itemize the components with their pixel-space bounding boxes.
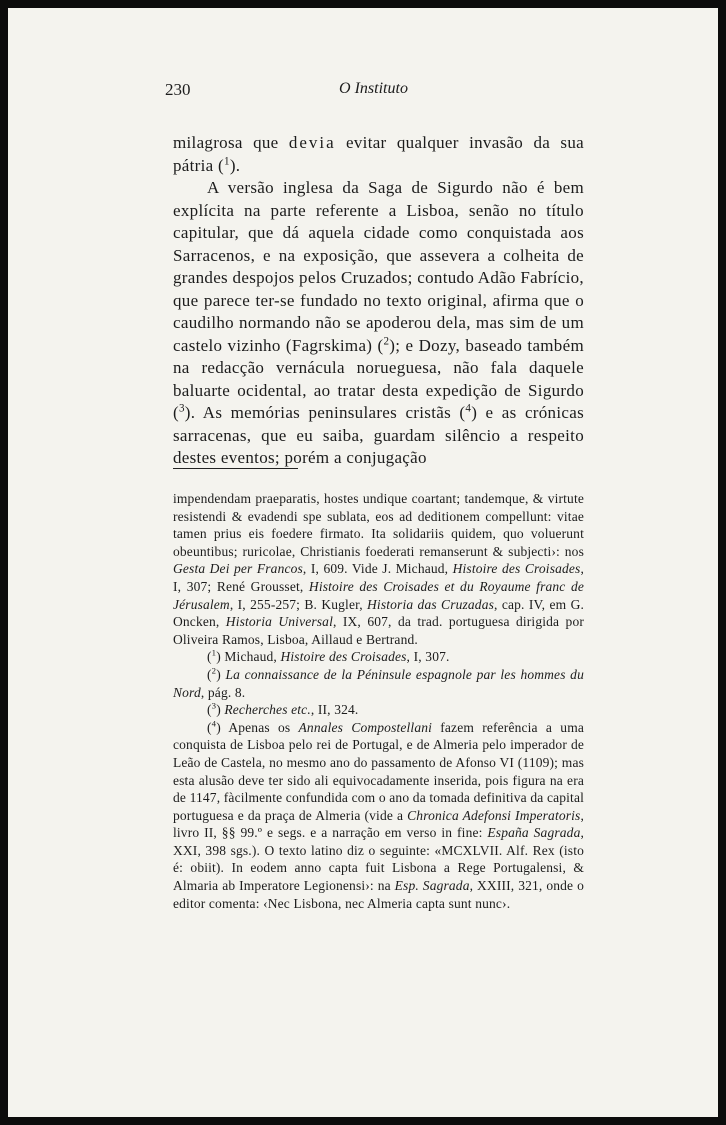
footnote-4: ($^4$) Apenas os Annales Compostellani fazem referência a uma conquista de Lisboa pelo rei de Portugal, e de Almeria pelo imperador de Leão de Castela, no mesmo ano do passamento de Afonso VI (1109); mas esta alusão deve ter sido ali equivocadamente inserida, pois figura na era de 1147, fàcilmente confundida com o ano da tomada definitiva da capital portuguesa e da praça de Almeria (vide a Chronica Adefonsi Imperatoris, livro II, §§ 99.º e segs. e a narração em verso in fine: España Sagrada, XXI, 398 sgs.). O texto latino diz o seguinte: «MCXLVII. Alf. Rex (isto é: obiit). In eodem anno capta fuit Lisbona a Rege Portugalensi, & Almaria ab Imperatore Legionensi›: na Esp. Sagrada, XXIII, 321, onde o editor comenta: ‹Nec Lisbona, nec Almeria capta sunt nunc›. <box>173 718 584 911</box>
footnote-ref: 2 <box>383 334 390 347</box>
footnote-3: ($^3$) Recherches etc., II, 324. <box>207 700 359 718</box>
book-page <box>8 8 718 1117</box>
footnote-2: ($^2$) La connaissance de la Péninsule espagnole par les hommes du Nord, pág. 8. <box>173 665 584 700</box>
paragraph-2: A versão inglesa da Saga de Sigurdo não é bem explícita na parte referente a Lisboa, senão no título capitular, que dá aquela cidade como conquistada aos Sarracenos, e na exposição, que assevera a colheita de grandes despojos pelos Cruzados; contudo Adão Fabrício, que parece ter-se fundado no texto original, afirma que o caudilho normando não se apoderou dela, mas sim de um castelo vizinho (Fagrskima) ($^2$); e Dozy, baseado também na redacção vernácula norueguesa, não fala daquele baluarte ocidental, ao tratar desta expedição de Sigurdo ($^3$). As memórias peninsulares cristãs ($^4$) e as crónicas sarracenas, que eu saiba, guardam silêncio a respeito destes eventos; porém a conjugação <box>173 178 584 467</box>
page-number: 230 <box>165 80 191 99</box>
footnote-ref: 3 <box>178 402 185 415</box>
footnote-ref: 1 <box>224 154 230 167</box>
footnote-1: ($^1$) Michaud, Histoire des Croisades, I, 307. <box>207 647 450 665</box>
page-header <box>165 80 582 104</box>
footnote-ref: 4 <box>465 402 472 415</box>
running-title: O Instituto <box>339 80 408 97</box>
footnotes <box>173 490 584 912</box>
paragraph-1: milagrosa que devia evitar qualquer invasão da sua pátria ($^1$). <box>173 133 584 175</box>
footnote-divider <box>173 468 298 469</box>
main-text <box>173 132 584 470</box>
footnote-continuation: impendendam praeparatis, hostes undique coartant; tandemque, & virtute resistendi & evadendi spe sublata, eos ad deditionem compellunt: vitae tamen prius eis foedere firmato. Ita solidariis quidem, quo voluerunt obeuntibus; ruricolae, Christianis foederati remanserunt & subjecti›: nos Gesta Dei per Francos, I, 609. Vide J. Michaud, Histoire des Croisades, I, 307; René Grousset, Histoire des Croisades et du Royaume franc de Jérusalem, I, 255-257; B. Kugler, Historia das Cruzadas, cap. IV, em G. Oncken, Historia Universal, IX, 607, da trad. portuguesa dirigida por Oliveira Ramos, Lisboa, Aillaud e Bertrand. <box>173 491 584 647</box>
